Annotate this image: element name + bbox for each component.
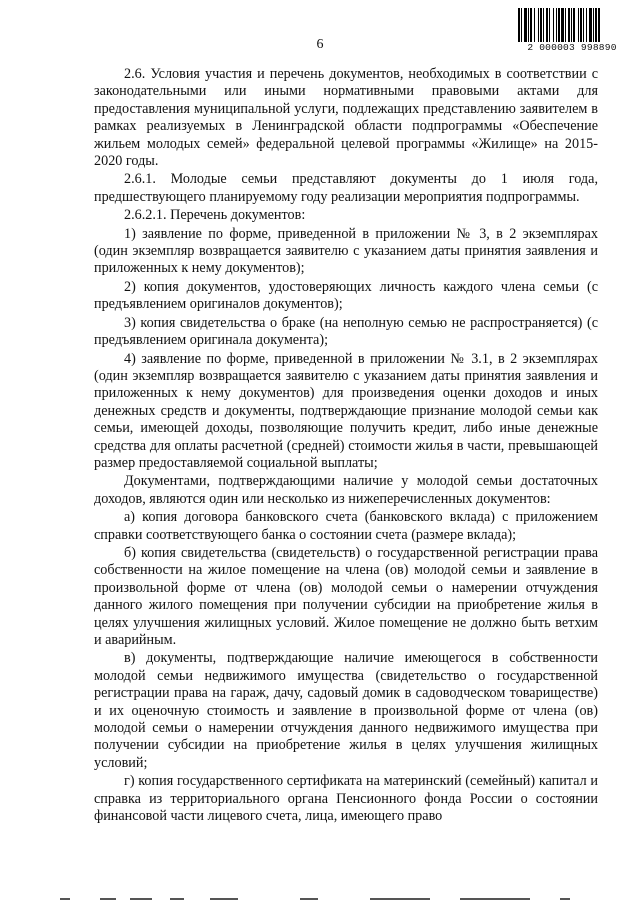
list-item-2: 2) копия документов, удостоверяющих личность каждого члена семьи (с предъявлением оригиналов документов); xyxy=(94,278,598,313)
barcode-icon xyxy=(518,8,626,42)
list-item-a: а) копия договора банковского счета (банковского вклада) с приложением справки соответствующего банка о состоянии счета (размере вклада); xyxy=(94,509,598,543)
income-documents-intro: Документами, подтверждающими наличие у молодой семьи достаточных доходов, являются один или несколько из нижеперечисленных документов: xyxy=(94,473,598,507)
paragraph-2-6-2-1: 2.6.2.1. Перечень документов: xyxy=(124,207,306,224)
page-number: 6 xyxy=(316,37,324,52)
paragraph-2-6-1: 2.6.1. Молодые семьи представляют документы до 1 июля года, предшествующего планируемому году реализации мероприятия подпрограммы. xyxy=(94,171,598,205)
barcode xyxy=(516,8,628,53)
document-body xyxy=(94,66,598,826)
scan-artifact xyxy=(40,884,600,904)
list-item-1: 1) заявление по форме, приведенной в приложении № 3, в 2 экземплярах (один экземпляр возвращается заявителю с указанием даты принятия заявления и приложенных к нему документов); xyxy=(94,225,598,277)
list-item-4: 4) заявление по форме, приведенной в приложении № 3.1, в 2 экземплярах (один экземпляр возвращается заявителю с указанием даты принятия заявления и приложенных к нему документов) для произведения оценки доходов и иных денежных средств и документы, подтверждающие признание молодой семьи как семьи, имеющей доходы, позволяющие получить кредит, либо иные денежные средства для оплаты расчетной (средней) стоимости жилья в части, превышающей размер предоставляемой социальной выплаты; xyxy=(94,350,598,471)
list-item-v: в) документы, подтверждающие наличие имеющегося в собственности молодой семьи недвижимого имущества (свидетельство о государственной регистрации права на гараж, дачу, садовый домик в садоводческом товариществе) и их оценочную стоимость и заявление в произвольной форме от члена (ов) молодой семьи о намерении отчуждения данного недвижимого имущества при получении субсидии на приобретение жилья в целях улучшения жилищных условий; xyxy=(94,650,598,771)
paragraph-2-6: 2.6. Условия участия и перечень документов, необходимых в соответствии с законодательными или иными нормативными правовыми актами для предоставления муниципальной услуги, подлежащих представлению заявителем в рамках реализуемых в Ленинградской области подпрограммы «Обеспечение жильем молодых семей» федеральной целевой программы «Жилище» на 2015-2020 годы. xyxy=(94,66,598,170)
barcode-number: 2 000003 998890 xyxy=(527,42,617,53)
list-item-g: г) копия государственного сертификата на материнский (семейный) капитал и справка из территориального органа Пенсионного фонда России о состоянии финансовой части лицевого счета, лица, имеющего право xyxy=(94,773,598,825)
list-item-b: б) копия свидетельства (свидетельств) о государственной регистрации права собственности на жилое помещение на члена (ов) молодой семьи и заявление в произвольной форме от члена (ов) молодой семьи о намерении отчуждения данного жилого помещения при получении субсидии на приобретение жилья в целях улучшения жилищных условий. Жилое помещение не должно быть ветхим и аварийным. xyxy=(94,544,598,648)
list-item-3: 3) копия свидетельства о браке (на неполную семью не распространяется) (с предъявлением оригинала документа); xyxy=(94,314,598,349)
